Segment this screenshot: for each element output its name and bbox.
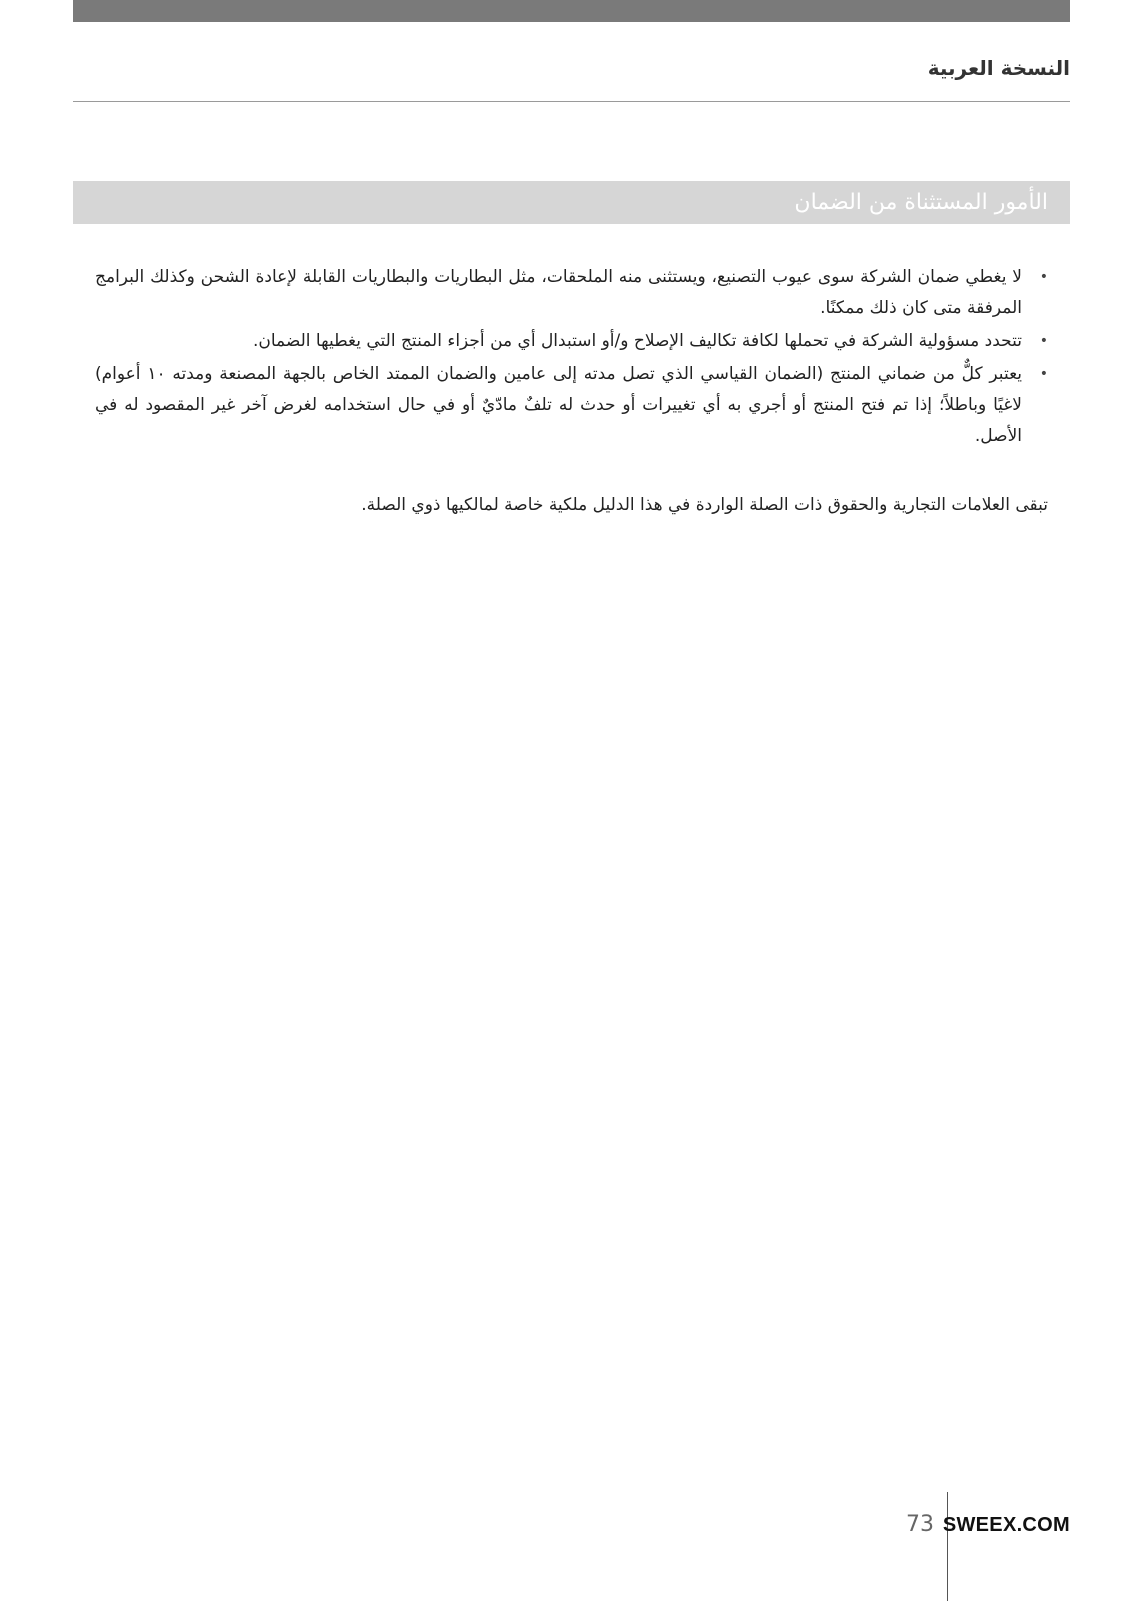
list-item [95,359,1048,452]
list-item-text: يعتبر كلٌّ من ضماني المنتج (الضمان القياسي الذي تصل مدته إلى عامين والضمان الممتد الخاص بالجهة المصنعة ومدته ١٠ أعوام) لاغيًا وباطلاً؛ إذا تم فتح المنتج أو أجري به أي تغييرات أو حدث له تلفٌ مادّيٌ أو في حال استخدامه لغرض آخر غير المقصود له في الأصل. [95,364,1022,446]
bullet-icon: • [1039,366,1048,382]
top-decorative-bar [73,0,1070,22]
trademark-note: تبقى العلامات التجارية والحقوق ذات الصلة الواردة في هذا الدليل ملكية خاصة لمالكيها ذوي الصلة. [361,495,1048,515]
list-item-text: تتحدد مسؤولية الشركة في تحملها لكافة تكاليف الإصلاح و/أو استبدال أي من أجزاء المنتج التي يغطيها الضمان. [252,331,1022,351]
language-label: النسخة العربية [927,56,1070,80]
list-item-text: لا يغطي ضمان الشركة سوى عيوب التصنيع، ويستثنى منه الملحقات، مثل البطاريات والبطاريات القابلة لإعادة الشحن وكذلك البرامج المرفقة متى كان ذلك ممكنًا. [95,267,1022,318]
section-heading-band [73,181,1070,224]
bullet-icon: • [1039,269,1048,285]
list-item [95,326,1048,357]
section-title: الأمور المستثناة من الضمان [794,190,1048,215]
bullet-icon: • [1039,333,1048,349]
list-item [95,262,1048,324]
header-divider [73,101,1070,102]
brand-link[interactable]: SWEEX.COM [942,1514,1070,1536]
footer-divider [947,1492,948,1601]
page-number: 73 [906,1512,934,1537]
exclusions-list [95,262,1048,454]
